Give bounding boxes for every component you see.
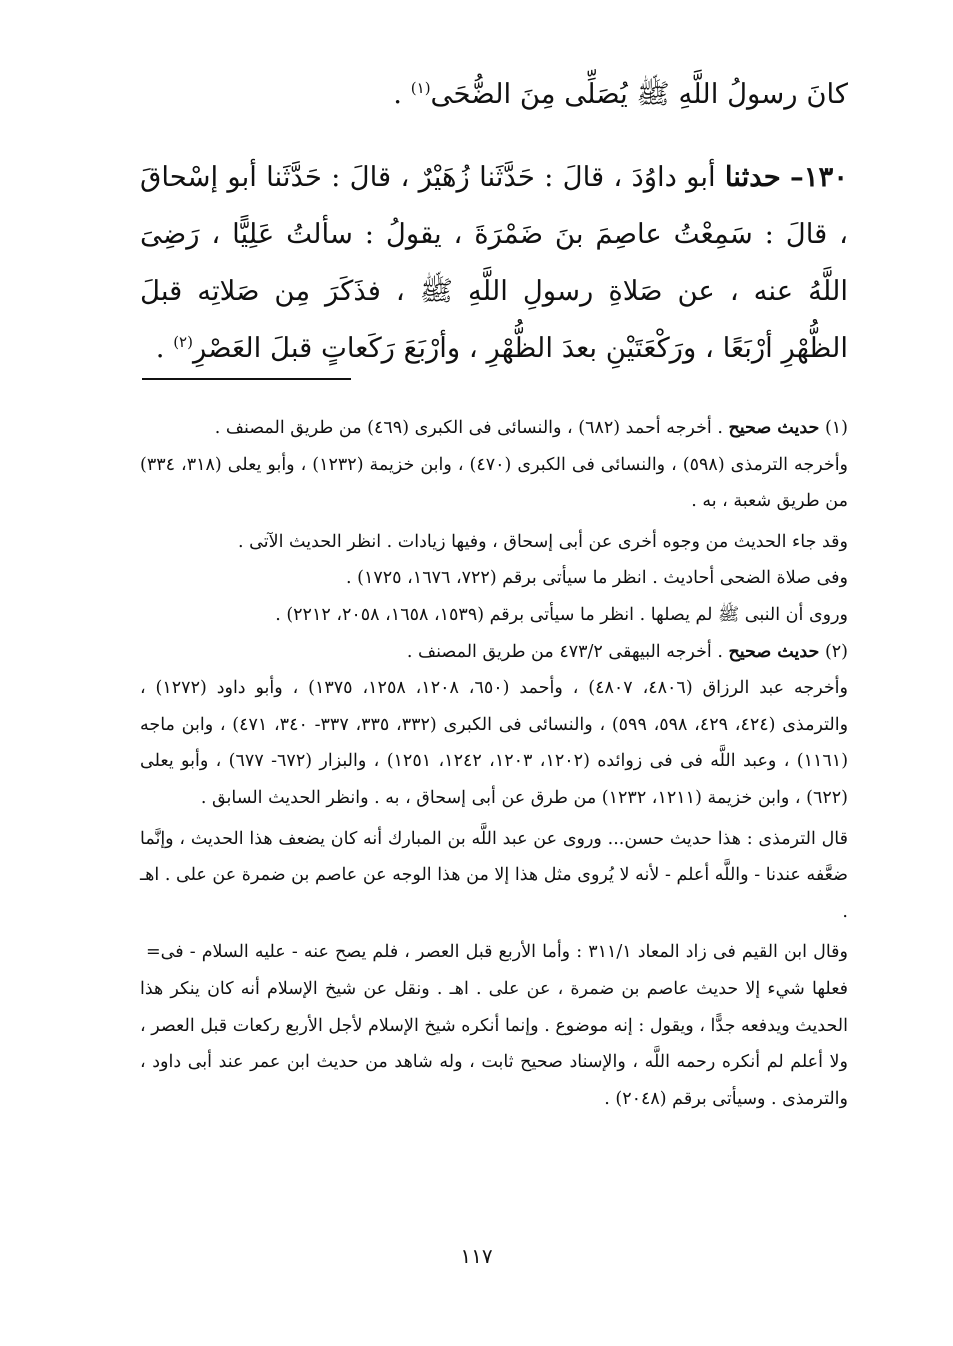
hadith-129-ending [140, 66, 848, 123]
footnote-2-text: . أخرجه البيهقى ٤٧٣/٢ من طريق المصنف . [406, 641, 723, 662]
footnote-2-mark: (٢) [824, 641, 848, 662]
footnote-1-line1 [140, 410, 848, 447]
page-number: ١١٧ [460, 1244, 493, 1268]
footnote-ref-2[interactable]: (٢) [173, 332, 193, 351]
footnote-1-grade: حديث صحيح [728, 418, 820, 438]
hadith-130 [140, 149, 848, 377]
footnote-continued-mark: = [146, 942, 161, 963]
hadith-129-text: كانَ رسولُ اللَّهِ ﷺ يُصَلِّى مِنَ الضُّحَى [430, 78, 848, 110]
footnote-1-para-5: وروى أن النبى ﷺ لم يصلها . انظر ما سيأتى برقم (١٥٣٩، ١٦٥٨، ٢٠٥٨، ٢٢١٢) . [275, 604, 848, 625]
footnote-2-line1 [140, 634, 848, 671]
hadith-130-end-dot: . [155, 332, 165, 364]
hadith-129-end-dot: . [393, 78, 403, 110]
footnote-1-mark: (١) [824, 418, 848, 438]
hadith-text-block [140, 66, 848, 377]
footnote-1-para-4: وفى صلاة الضحى أحاديث . انظر ما سيأتى برقم (٧٢٢، ١٦٧٦، ١٧٢٥) . [346, 568, 848, 589]
hadith-130-number: ١٣٠– [789, 161, 849, 193]
footnotes-block [140, 410, 848, 1117]
hadith-130-lead: حدثنا [724, 161, 781, 193]
footnote-2-para-4 [140, 934, 848, 1117]
footnote-2-para-3: قال الترمذى : هذا حديث حسن... وروى عن عبد اللَّه بن المبارك أنه كان يضعف هذا الحديث ، وإنَّما ضعَّفه عندنا - واللَّه أعلم - لأنه لا يُروى مثل هذا إلا من هذا الوجه عن عاصم بن ضمرة عن على . اهـ . [140, 828, 848, 922]
footnote-2-para-4-text: وقال ابن القيم فى زاد المعاد ٣١١/١ : وأما الأربع قبل العصر ، فلم يصح عنه - عليه السلام - فى فعلها شيء إلا حديث عاصم بن ضمرة ، عن على . اهـ . ونقل عن شيخ الإسلام أنه كان ينكر هذا الحديث ويدفعه جدًّا ، ويقول : إنه موضوع . وإنما أنكره شيخ الإسلام لأجل الأربع ركعات قبل العصر ، ولا أعلم لم أنكره رحمه اللَّه ، والإسناد صحيح ثابت ، وله شاهد من حديث ابن عمر عند أبى داود ، والترمذى . وسيأتى برقم (٢٠٤٨) . [140, 942, 848, 1109]
footnote-separator [142, 378, 351, 380]
footnote-ref-1[interactable]: (١) [410, 78, 431, 97]
footnote-2-para-2: وأخرجه عبد الرزاق (٤٨٠٦، ٤٨٠٧) ، وأحمد (٦٥٠، ١٢٠٨، ١٢٥٨، ١٣٧٥) ، وأبو داود (١٢٧٢) ، والترمذى (٤٢٤، ٤٢٩، ٥٩٨، ٥٩٩) ، والنسائى فى الكبرى (٣٣٢، ٣٣٥، ٣٣٧- ٣٤٠، ٤٧١) ، وابن ماجه (١١٦١) ، وعبد اللَّه فى فى زوائده (١٢٠٢، ١٢٠٣، ١٢٤٢، ١٢٥١) ، والبزار (٦٧٢- ٦٧٧) ، وأبو يعلى (٦٢٢) ، وابن خزيمة (١٢١١، ١٢٣٢) من طرق عن أبى إسحاق ، به . وانظر الحديث السابق . [140, 678, 849, 808]
hadith-130-text: أبو داوُدَ ، قالَ : حَدَّثَنا زُهَيْرٌ ، قالَ : حَدَّثَنا أبو إسْحاقَ ، قالَ : سَمِعْتُ عاصِمَ بنَ ضَمْرَةَ ، يقولُ : سألتُ عَلِيًّا ، رَضِىَ اللَّهُ عنه ، عن صَلاةِ رسولِ اللَّهِ ﷺ ، فذَكَرَ مِن صَلاتِه قبلَ الظُّهْرِ أرْبَعًا ، ورَكْعَتَيْنِ بعدَ الظُّهْرِ ، وأرْبَعَ رَكَعاتٍ قبلَ العَصْرِ [140, 161, 848, 364]
footnote-1-para-3: وقد جاء الحديث من وجوه أخرى عن أبى إسحاق ، وفيها زيادات . انظر الحديث الآتى . [238, 531, 848, 552]
footnote-1-text: . أخرجه أحمد (٦٨٢) ، والنسائى فى الكبرى (٤٦٩) من طريق المصنف . [214, 418, 723, 438]
footnote-1-para-2: وأخرجه الترمذى (٥٩٨) ، والنسائى فى الكبرى (٤٧٠) ، وابن خزيمة (١٢٣٢) ، وأبو يعلى (٣١٨، ٣٣٤) من طريق شعبة ، به . [140, 454, 849, 512]
footnote-2-grade: حديث صحيح [728, 641, 820, 662]
